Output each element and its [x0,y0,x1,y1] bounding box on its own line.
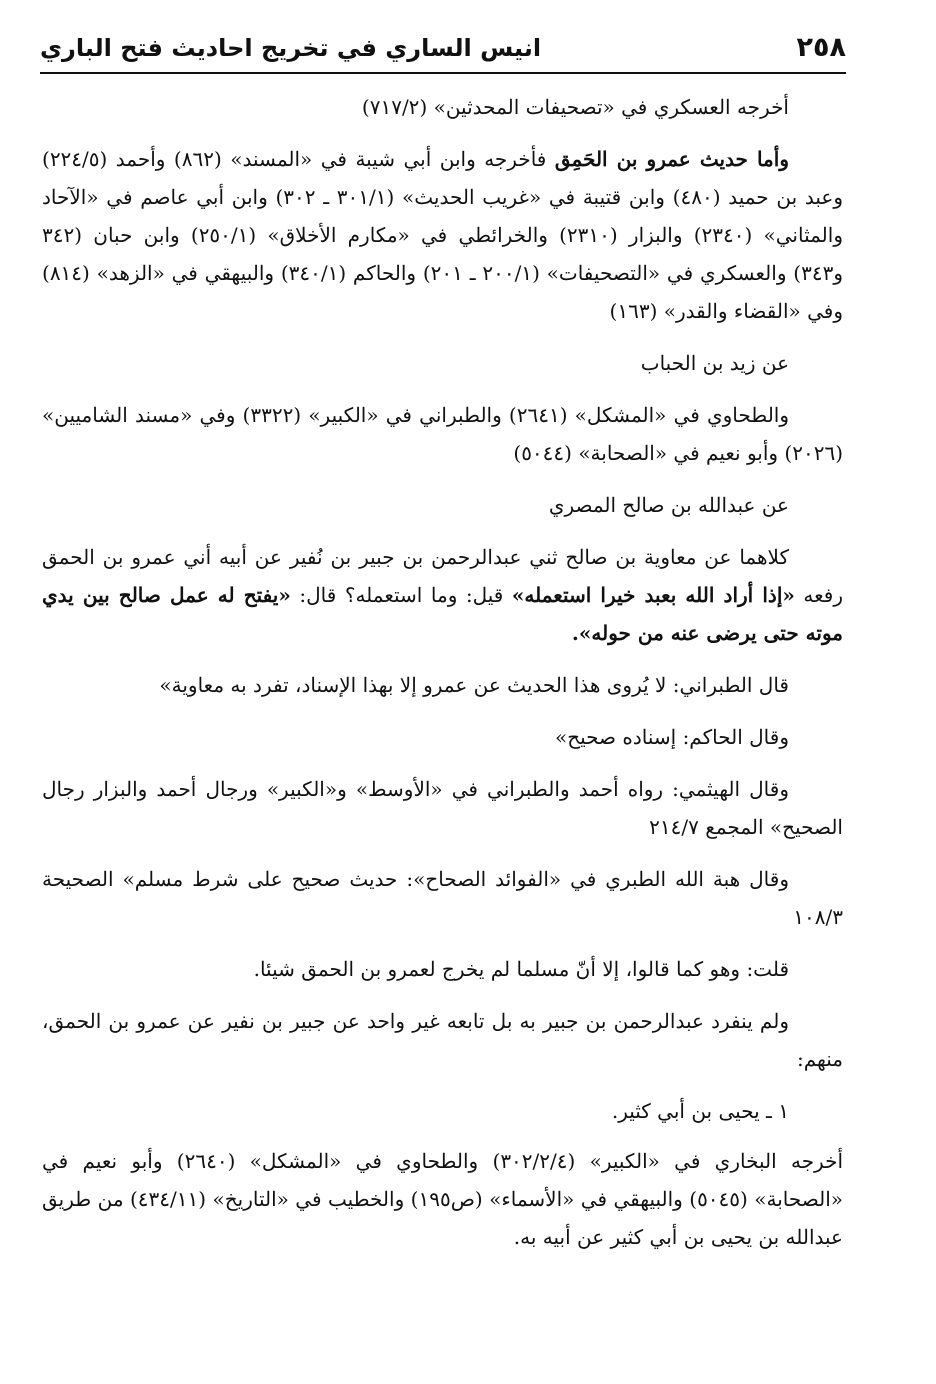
list-item-yahya [42,1092,843,1130]
hadith-matn-part-1: «إذا أراد الله بعبد خيرا استعمله» [511,583,795,607]
paragraph-tahawi-tabarani [42,396,843,472]
list-item-label: ١ ـ يحيى بن أبي كثير. [611,1099,789,1123]
paragraph-tabarani-comment [42,666,843,704]
paragraph-takhrij-yahya [42,1142,843,1256]
paragraph-text: فأخرجه وابن أبي شيبة في «المسند» (٨٦٢) وأحمد (٢٢٤/٥) وعبد بن حميد (٤٨٠) وابن قتيبة في «غريب الحديث» (٣٠١/١ ـ ٣٠٢) وابن أبي عاصم في «الآحاد والمثاني» (٢٣٤٠) والبزار (٢٣١٠) والخرائطي في «مكارم الأخلاق» (٢٥٠/١) وابن حبان (٣٤٢ و٣٤٣) والعسكري في «التصحيفات» (٢٠٠/١ ـ ٢٠١) والحاكم (٣٤٠/١) والبيهقي في «الزهد» (٨١٤) وفي «القضاء والقدر» (١٦٣) [42,147,843,323]
paragraph-tabari-comment [42,860,843,936]
paragraph-text: وقال الحاكم: إسناده صحيح» [554,725,789,749]
page-header [40,30,846,70]
paragraph-haythami-comment [42,770,843,846]
paragraph-takhrij-askari [42,88,843,126]
paragraph-text: أخرجه البخاري في «الكبير» (٣٠٢/٢/٤) والطحاوي في «المشكل» (٢٦٤٠) وأبو نعيم في «الصحابة» (٥٠٤٥) والبيهقي في «الأسماء» (ص١٩٥) والخطيب في «التاريخ» (٤٣٤/١١) من طريق عبدالله بن يحيى بن أبي كثير عن أبيه به. [42,1149,844,1249]
paragraph-text: قلت: وهو كما قالوا، إلا أنّ مسلما لم يخرج لعمرو بن الحمق شيئا. [253,957,789,981]
isnad-text: كلاهما عن معاوية بن صالح ثني عبدالرحمن بن جبير بن نُفير عن أبيه أني عمرو بن الحمق رفعه [42,545,843,607]
page-body [42,88,843,1270]
header-divider [40,72,846,74]
paragraph-hadith-text [42,538,843,652]
paragraph-text: ولم ينفرد عبدالرحمن بن جبير به بل تابعه غير واحد عن جبير بن نفير عن عمرو بن الحمق، منهم: [42,1009,843,1071]
paragraph-hakim-comment [42,718,843,756]
hadith-matn-part-2: «يفتح له عمل صالح بين يدي موته حتى يرضى عنه من حوله». [42,583,843,645]
paragraph-text: أخرجه العسكري في «تصحيفات المحدثين» (٧١٧/٢) [361,95,789,119]
paragraph-author-note [42,950,843,988]
paragraph-text: وقال الهيثمي: رواه أحمد والطبراني في «الأوسط» و«الكبير» ورجال أحمد والبزار رجال الصحيح» المجمع ٢١٤/٧ [42,777,843,839]
section-lead-heading: وأما حديث عمرو بن الحَمِق [554,147,789,171]
paragraph-narrator-abdullah [42,486,843,524]
running-title: انيس الساري في تخريج احاديث فتح الباري [40,34,542,62]
isnad-text-question: قيل: وما استعمله؟ قال: [290,583,512,607]
paragraph-amr-ibn-al-hamiq [42,140,843,330]
paragraph-text: عن عبدالله بن صالح المصري [548,493,789,517]
paragraph-text: عن زيد بن الحباب [640,351,789,375]
paragraph-narrator-zayd [42,344,843,382]
paragraph-text: قال الطبراني: لا يُروى هذا الحديث عن عمرو إلا بهذا الإسناد، تفرد به معاوية» [159,673,789,697]
paragraph-text: والطحاوي في «المشكل» (٢٦٤١) والطبراني في «الكبير» (٣٣٢٢) وفي «مسند الشاميين» (٢٠٢٦) وأبو نعيم في «الصحابة» (٥٠٤٤) [42,403,843,465]
paragraph-text: وقال هبة الله الطبري في «الفوائد الصحاح»: حديث صحيح على شرط مسلم» الصحيحة ١٠٨/٣ [42,867,843,929]
page-number: ٢٥٨ [796,32,846,63]
paragraph-mutaba-intro [42,1002,843,1078]
